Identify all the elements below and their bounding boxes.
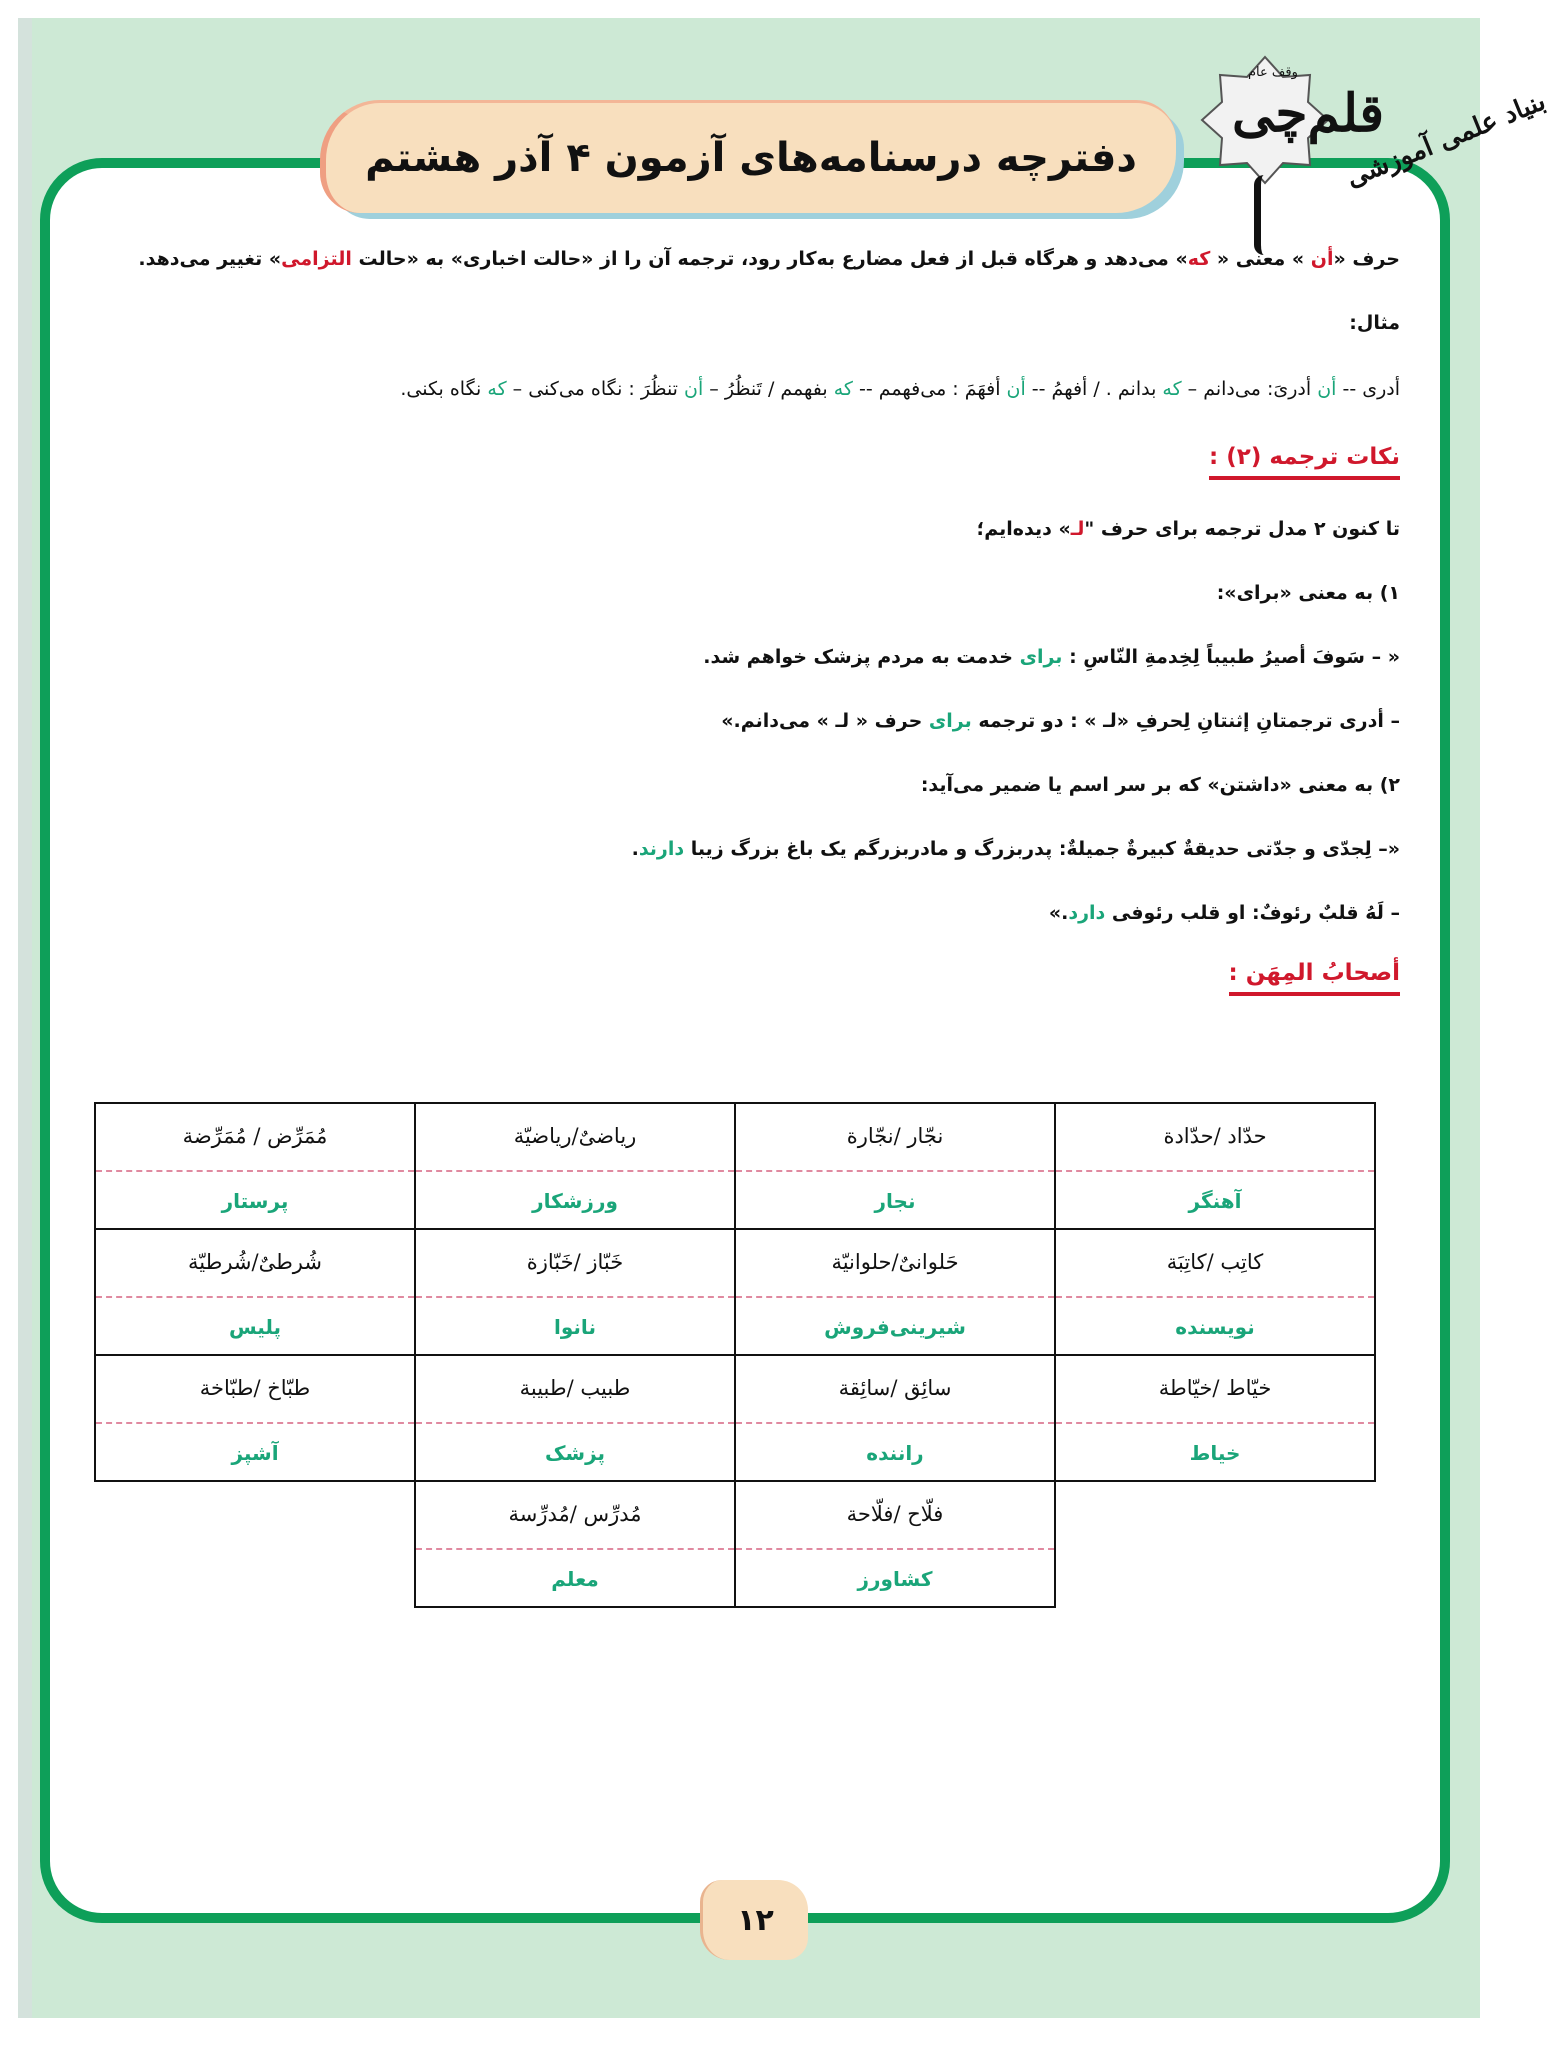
arabic-term: فلّاح /فلّاحة [846, 1502, 944, 1526]
arabic-term: کاتِب /کاتِبَة [1166, 1250, 1264, 1274]
page-number: ۱۲ [700, 1880, 808, 1960]
text: بفهمم / تَنظُرُ – [703, 378, 834, 400]
highlight: أن [684, 378, 704, 400]
text: أدریَ: می‌دانم – [1181, 378, 1318, 400]
sentence-2 [721, 710, 1400, 732]
text: – لَهُ قلبٌ رئوفٌ: او قلب رئوفی [1105, 902, 1400, 924]
persian-translation: کشاورز [857, 1567, 933, 1591]
profession-cell [94, 1354, 416, 1482]
highlight: که [1162, 378, 1182, 400]
persian-translation: نانوا [554, 1315, 596, 1339]
page-title: دفترچه درسنامه‌های آزمون ۴ آذر هشتم [365, 135, 1137, 181]
arabic-term: خَبّاز /خَبّازة [526, 1250, 624, 1274]
persian-translation: آهنگر [1188, 1189, 1242, 1213]
profession-cell [414, 1354, 736, 1482]
persian-translation: پلیس [228, 1315, 282, 1339]
text: « – سَوفَ أصیرُ طبیباً لِخِدمةِ النّاسِ : [1062, 646, 1400, 668]
arabic-term: طبیب /طبیبة [519, 1376, 631, 1400]
profession-cell [414, 1228, 736, 1356]
text: خدمت به مردم پزشک خواهم شد. [703, 646, 1020, 668]
intro-paragraph [138, 248, 1400, 270]
item-1-title: ۱) به معنی «برای»: [1216, 582, 1400, 604]
text: نگاه بکنی. [400, 378, 488, 400]
arabic-term: طبّاخ /طبّاخة [199, 1376, 311, 1400]
persian-translation: راننده [866, 1441, 924, 1465]
highlight: أن [1006, 378, 1026, 400]
text: أدری -- [1336, 378, 1400, 400]
highlight: التزامی [281, 248, 352, 270]
persian-translation: نجار [874, 1189, 916, 1213]
arabic-term: سائِق /سائِقة [838, 1376, 952, 1400]
logo-tagline: بنیاد علمی آموزشی [1342, 86, 1550, 194]
section-intro [977, 518, 1400, 540]
persian-translation: خیاط [1189, 1441, 1241, 1465]
sentence-4 [1049, 902, 1400, 924]
profession-cell [94, 1102, 416, 1230]
profession-cell [1054, 1354, 1376, 1482]
persian-translation: آشپز [231, 1441, 279, 1465]
text: حرف « [1333, 248, 1400, 270]
highlight: لـ [1070, 518, 1085, 540]
highlight: که [1187, 248, 1211, 270]
highlight: برای [928, 710, 972, 732]
text: » تغییر می‌دهد. [138, 248, 282, 270]
arabic-term: حدّاد /حدّادة [1163, 1124, 1267, 1148]
persian-translation: پزشک [544, 1441, 606, 1465]
arabic-term: مُمَرِّض / مُمَرِّضة [182, 1124, 328, 1148]
text: » می‌دهد و هرگاه قبل از فعل مضارع به‌کار رود، ترجمه آن را از «حالت اخباری» به «حالت [351, 248, 1188, 270]
arabic-term: ریاضیٌ/ریاضیّة [513, 1124, 637, 1148]
example-line [400, 378, 1400, 400]
text: – أدری ترجمتانِ إثنتانِ لِحرفِ «لـ » : دو ترجمه [971, 710, 1400, 732]
text: .» [1048, 902, 1069, 924]
text: تا کنون ۲ مدل ترجمه برای حرف " [1084, 518, 1400, 540]
logo-calligraphy-tail [1254, 175, 1275, 255]
highlight: أن [1317, 378, 1337, 400]
arabic-term: خیّاط /خیّاطة [1158, 1376, 1272, 1400]
highlight: دارند [638, 838, 685, 860]
highlight: دارد [1068, 902, 1106, 924]
sentence-3 [632, 838, 1400, 860]
text: . [631, 838, 639, 860]
highlight: أن [1310, 248, 1334, 270]
highlight: که [833, 378, 853, 400]
arabic-term: شُرطیٌ/شُرطیّة [188, 1250, 322, 1274]
text: أفهَمَ : می‌فهمم -- [852, 378, 1007, 400]
arabic-term: حَلوانیٌ/حلوانیّة [831, 1250, 959, 1274]
persian-translation: ورزشکار [532, 1189, 618, 1213]
text: تنظُرَ : نگاه می‌کنی – [506, 378, 685, 400]
profession-cell [734, 1228, 1056, 1356]
highlight: برای [1019, 646, 1063, 668]
logo [1190, 55, 1550, 255]
section-heading-professions: أصحابُ المِهَن : [1229, 960, 1400, 996]
example-label: مثال: [1349, 312, 1400, 334]
text: » معنی « [1210, 248, 1311, 270]
section-heading-translation-tips: نکات ترجمه (۲) : [1209, 444, 1400, 480]
profession-cell [734, 1480, 1056, 1608]
persian-translation: نویسنده [1175, 1315, 1255, 1339]
profession-cell [1054, 1102, 1376, 1230]
title-banner [320, 100, 1176, 213]
persian-translation: پرستار [221, 1189, 289, 1213]
content-frame [40, 158, 1450, 1923]
sentence-1 [703, 646, 1400, 668]
profession-cell [414, 1480, 736, 1608]
profession-cell [414, 1102, 736, 1230]
persian-translation: شیرینی‌فروش [824, 1315, 966, 1339]
logo-subtitle: وقف عام [1248, 65, 1298, 80]
persian-translation: معلم [551, 1567, 599, 1591]
text: حرف « لـ » می‌دانم.» [721, 710, 929, 732]
logo-name: قلم‌چی [1232, 83, 1385, 144]
profession-cell [94, 1228, 416, 1356]
text: بدانم . / أفهمُ -- [1025, 378, 1163, 400]
highlight: که [487, 378, 507, 400]
profession-cell [734, 1102, 1056, 1230]
profession-cell [1054, 1228, 1376, 1356]
profession-cell [734, 1354, 1056, 1482]
arabic-term: مُدرِّس /مُدرِّسة [508, 1502, 642, 1526]
arabic-term: نجّار /نجّارة [846, 1124, 944, 1148]
text: «– لِجدّی و جدّتی حدیقةٌ کبیرةٌ جمیلةٌ: پدربزرگ و مادربزرگم یک باغ بزرگ زیبا [684, 838, 1400, 860]
text: » دیده‌ایم؛ [976, 518, 1071, 540]
item-2-title: ۲) به معنی «داشتن» که بر سر اسم یا ضمیر می‌آید: [920, 774, 1400, 796]
